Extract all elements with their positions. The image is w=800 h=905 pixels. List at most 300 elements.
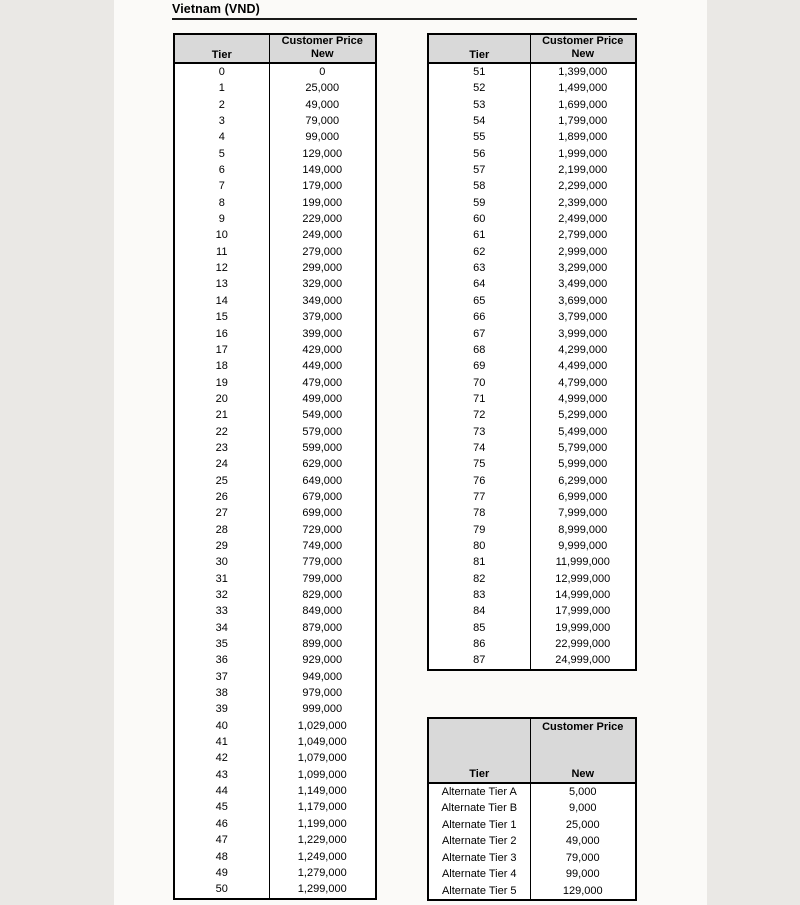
price-cell: 4,799,000 [530,375,636,391]
price-cell: 999,000 [269,701,376,717]
table-row [174,669,376,685]
tier-column-header [174,34,269,63]
table-row [428,866,636,882]
tier-cell: 67 [428,326,530,342]
tier-cell: 41 [174,734,269,750]
table-row [428,489,636,505]
table-row [428,80,636,96]
tier-cell: 14 [174,293,269,309]
price-cell: 749,000 [269,538,376,554]
tier-table-0-50 [173,33,377,900]
price-cell: 4,299,000 [530,342,636,358]
table-row [174,554,376,570]
tier-header-label: Tier [469,768,490,780]
table-row [174,162,376,178]
table-row [174,227,376,243]
table-row [174,783,376,799]
tier-cell: 2 [174,97,269,113]
tier-cell: 19 [174,375,269,391]
price-cell: 1,049,000 [269,734,376,750]
table-row [428,652,636,669]
price-cell: 129,000 [530,883,636,900]
price-cell: 3,499,000 [530,276,636,292]
tier-cell: 61 [428,227,530,243]
table-row [428,63,636,80]
table-row [174,146,376,162]
tier-cell: 40 [174,718,269,734]
price-cell: 3,999,000 [530,326,636,342]
price-header-line1: Customer Price [542,721,624,733]
tier-cell: 0 [174,63,269,80]
price-cell: 729,000 [269,522,376,538]
tier-cell: 66 [428,309,530,325]
price-cell: 2,199,000 [530,162,636,178]
table-row [174,407,376,423]
tier-cell: 70 [428,375,530,391]
table-row [174,129,376,145]
tier-cell: 27 [174,505,269,521]
table-row [174,750,376,766]
table-row [174,326,376,342]
table-body [428,783,636,900]
tier-cell: 50 [174,881,269,898]
tier-cell: 72 [428,407,530,423]
table-row [428,358,636,374]
table-row [428,276,636,292]
tier-cell: 9 [174,211,269,227]
price-cell: 7,999,000 [530,505,636,521]
table-row [428,603,636,619]
tier-column-header [428,34,530,63]
tier-cell: 16 [174,326,269,342]
price-cell: 479,000 [269,375,376,391]
price-cell: 12,999,000 [530,571,636,587]
price-cell: 1,029,000 [269,718,376,734]
table-row [428,817,636,833]
tier-cell: 49 [174,865,269,881]
price-cell: 399,000 [269,326,376,342]
tier-cell: 21 [174,407,269,423]
tier-cell: 69 [428,358,530,374]
price-cell: 1,299,000 [269,881,376,898]
tier-cell: 84 [428,603,530,619]
tier-cell: 37 [174,669,269,685]
tier-cell: 52 [428,80,530,96]
tier-cell: 82 [428,571,530,587]
price-cell: 349,000 [269,293,376,309]
table-row [174,342,376,358]
price-cell: 679,000 [269,489,376,505]
table-row [428,636,636,652]
tier-cell: 65 [428,293,530,309]
price-cell: 22,999,000 [530,636,636,652]
tier-cell: 68 [428,342,530,358]
table-header [428,718,636,783]
price-cell: 11,999,000 [530,554,636,570]
tier-table-51-87 [427,33,637,671]
tier-cell: 20 [174,391,269,407]
table-row [174,849,376,865]
tier-cell: 86 [428,636,530,652]
price-cell: 599,000 [269,440,376,456]
tier-cell: Alternate Tier A [428,783,530,800]
table-row [174,260,376,276]
price-cell: 379,000 [269,309,376,325]
tier-cell: 53 [428,97,530,113]
table-row [174,538,376,554]
tier-cell: 71 [428,391,530,407]
table-row [428,293,636,309]
table-row [174,309,376,325]
tier-cell: 78 [428,505,530,521]
price-cell: 49,000 [269,97,376,113]
price-cell: 1,699,000 [530,97,636,113]
tier-cell: 33 [174,603,269,619]
price-cell: 19,999,000 [530,620,636,636]
table-row [428,162,636,178]
tier-cell: 6 [174,162,269,178]
price-cell: 6,999,000 [530,489,636,505]
tier-cell: 74 [428,440,530,456]
price-cell: 25,000 [269,80,376,96]
tier-cell: 64 [428,276,530,292]
tier-cell: 25 [174,473,269,489]
price-cell: 4,999,000 [530,391,636,407]
tier-cell: 85 [428,620,530,636]
tier-cell: 23 [174,440,269,456]
table-row [428,800,636,816]
tier-cell: 28 [174,522,269,538]
tier-cell: 47 [174,832,269,848]
table-row [174,767,376,783]
table-row [174,685,376,701]
table-row [428,783,636,800]
tier-cell: 13 [174,276,269,292]
table-row [174,178,376,194]
table-row [174,80,376,96]
tier-cell: 80 [428,538,530,554]
tier-header-label: Tier [469,49,490,61]
table-row [174,473,376,489]
table-row [428,571,636,587]
table-row [174,881,376,898]
table-row [428,342,636,358]
price-cell: 5,999,000 [530,456,636,472]
price-cell: 1,999,000 [530,146,636,162]
tier-header-label: Tier [211,49,232,61]
table-row [428,195,636,211]
table-row [174,391,376,407]
table-row [428,522,636,538]
tier-cell: 17 [174,342,269,358]
tier-cell: Alternate Tier 1 [428,817,530,833]
table-row [174,113,376,129]
table-row [174,244,376,260]
table-row [174,587,376,603]
price-header-line2: New [571,48,595,60]
tier-cell: 83 [428,587,530,603]
price-cell: 199,000 [269,195,376,211]
table-row [174,211,376,227]
table-row [174,358,376,374]
table-row [174,276,376,292]
tier-cell: 38 [174,685,269,701]
tier-cell: 1 [174,80,269,96]
price-cell: 949,000 [269,669,376,685]
tier-cell: 55 [428,129,530,145]
table-row [428,326,636,342]
table-row [174,293,376,309]
tier-cell: 15 [174,309,269,325]
table-row [174,375,376,391]
price-cell: 17,999,000 [530,603,636,619]
table-header [428,34,636,63]
price-cell: 579,000 [269,424,376,440]
price-cell: 5,299,000 [530,407,636,423]
price-cell: 49,000 [530,833,636,849]
price-cell: 9,000 [530,800,636,816]
table-row [428,391,636,407]
tier-cell: 31 [174,571,269,587]
table-row [428,554,636,570]
table-row [174,522,376,538]
tier-cell: 46 [174,816,269,832]
table-row [174,489,376,505]
table-row [428,473,636,489]
alternate-tier-table [427,717,637,901]
table-row [174,440,376,456]
price-cell: 129,000 [269,146,376,162]
price-cell: 1,179,000 [269,799,376,815]
price-cell: 429,000 [269,342,376,358]
tier-cell: 35 [174,636,269,652]
table-row [174,97,376,113]
tier-cell: 56 [428,146,530,162]
table-row [428,456,636,472]
price-cell: 3,799,000 [530,309,636,325]
tier-cell: Alternate Tier 4 [428,866,530,882]
tier-cell: 51 [428,63,530,80]
price-cell: 449,000 [269,358,376,374]
tier-cell: 54 [428,113,530,129]
tier-cell: 30 [174,554,269,570]
price-cell: 9,999,000 [530,538,636,554]
price-cell: 899,000 [269,636,376,652]
tier-cell: 39 [174,701,269,717]
price-cell: 649,000 [269,473,376,489]
table-row [174,571,376,587]
table-row [174,456,376,472]
price-cell: 2,499,000 [530,211,636,227]
tier-cell: 44 [174,783,269,799]
table-row [174,865,376,881]
price-cell: 3,699,000 [530,293,636,309]
price-cell: 249,000 [269,227,376,243]
price-cell: 1,149,000 [269,783,376,799]
tier-cell: 36 [174,652,269,668]
price-cell: 279,000 [269,244,376,260]
price-cell: 1,079,000 [269,750,376,766]
price-cell: 25,000 [530,817,636,833]
table-body [428,63,636,670]
table-row [428,850,636,866]
table-row [428,424,636,440]
price-cell: 99,000 [269,129,376,145]
tier-cell: 59 [428,195,530,211]
table-row [428,113,636,129]
price-cell: 1,799,000 [530,113,636,129]
tier-cell: 87 [428,652,530,669]
price-cell: 629,000 [269,456,376,472]
tier-cell: 42 [174,750,269,766]
price-cell: 1,099,000 [269,767,376,783]
table-body [174,63,376,899]
price-cell: 1,279,000 [269,865,376,881]
tier-cell: 63 [428,260,530,276]
table-row [174,652,376,668]
tier-cell: 4 [174,129,269,145]
price-cell: 699,000 [269,505,376,521]
tier-cell: 76 [428,473,530,489]
table-row [428,833,636,849]
table-row [428,883,636,900]
price-header-line1: Customer Price [542,35,624,47]
price-column-header [269,34,376,63]
tier-cell: 48 [174,849,269,865]
price-cell: 549,000 [269,407,376,423]
tier-cell: 29 [174,538,269,554]
price-column-header [530,34,636,63]
tier-cell: 12 [174,260,269,276]
price-cell: 979,000 [269,685,376,701]
price-cell: 1,499,000 [530,80,636,96]
price-cell: 329,000 [269,276,376,292]
table-row [428,407,636,423]
tier-cell: Alternate Tier 2 [428,833,530,849]
price-cell: 0 [269,63,376,80]
price-cell: 879,000 [269,620,376,636]
price-cell: 1,399,000 [530,63,636,80]
tier-cell: 58 [428,178,530,194]
price-cell: 2,999,000 [530,244,636,260]
table-row [174,816,376,832]
tier-cell: 62 [428,244,530,260]
price-column-header [530,718,636,783]
table-row [428,260,636,276]
table-row [174,424,376,440]
price-cell: 929,000 [269,652,376,668]
table-row [428,587,636,603]
table-row [174,718,376,734]
tier-cell: 57 [428,162,530,178]
table-row [428,227,636,243]
table-row [428,505,636,521]
price-cell: 79,000 [530,850,636,866]
tier-cell: Alternate Tier B [428,800,530,816]
table-row [428,244,636,260]
price-cell: 99,000 [530,866,636,882]
price-cell: 499,000 [269,391,376,407]
price-cell: 2,299,000 [530,178,636,194]
tier-cell: Alternate Tier 3 [428,850,530,866]
price-cell: 149,000 [269,162,376,178]
table-row [174,620,376,636]
tier-cell: 7 [174,178,269,194]
table-row [174,734,376,750]
table-row [428,375,636,391]
price-cell: 5,799,000 [530,440,636,456]
table-row [428,620,636,636]
table-row [174,505,376,521]
table-row [174,63,376,80]
tier-cell: 81 [428,554,530,570]
table-row [174,603,376,619]
price-cell: 6,299,000 [530,473,636,489]
price-cell: 2,799,000 [530,227,636,243]
tier-cell: 11 [174,244,269,260]
tier-cell: 79 [428,522,530,538]
table-row [428,309,636,325]
table-row [428,97,636,113]
tier-cell: 8 [174,195,269,211]
tier-cell: 3 [174,113,269,129]
price-header-line2: New [571,768,595,780]
table-row [428,178,636,194]
tier-cell: 32 [174,587,269,603]
price-cell: 8,999,000 [530,522,636,538]
price-cell: 829,000 [269,587,376,603]
price-cell: 1,199,000 [269,816,376,832]
price-cell: 1,899,000 [530,129,636,145]
price-cell: 2,399,000 [530,195,636,211]
tier-cell: 77 [428,489,530,505]
price-cell: 79,000 [269,113,376,129]
price-cell: 5,000 [530,783,636,800]
tier-cell: 10 [174,227,269,243]
price-cell: 1,249,000 [269,849,376,865]
price-cell: 299,000 [269,260,376,276]
tier-cell: 5 [174,146,269,162]
tier-cell: 73 [428,424,530,440]
price-cell: 5,499,000 [530,424,636,440]
tier-cell: 34 [174,620,269,636]
tier-cell: 60 [428,211,530,227]
tier-cell: 24 [174,456,269,472]
table-row [174,799,376,815]
price-header-line2: New [310,48,334,60]
price-cell: 779,000 [269,554,376,570]
price-cell: 4,499,000 [530,358,636,374]
price-cell: 24,999,000 [530,652,636,669]
table-row [174,195,376,211]
price-cell: 1,229,000 [269,832,376,848]
table-row [428,211,636,227]
price-cell: 849,000 [269,603,376,619]
price-cell: 799,000 [269,571,376,587]
price-cell: 229,000 [269,211,376,227]
tier-column-header [428,718,530,783]
table-row [428,129,636,145]
tier-cell: 43 [174,767,269,783]
tier-cell: 26 [174,489,269,505]
tier-cell: 45 [174,799,269,815]
tier-cell: 75 [428,456,530,472]
price-cell: 3,299,000 [530,260,636,276]
price-header-line1: Customer Price [281,35,363,47]
table-row [428,146,636,162]
tier-cell: 18 [174,358,269,374]
table-row [174,832,376,848]
